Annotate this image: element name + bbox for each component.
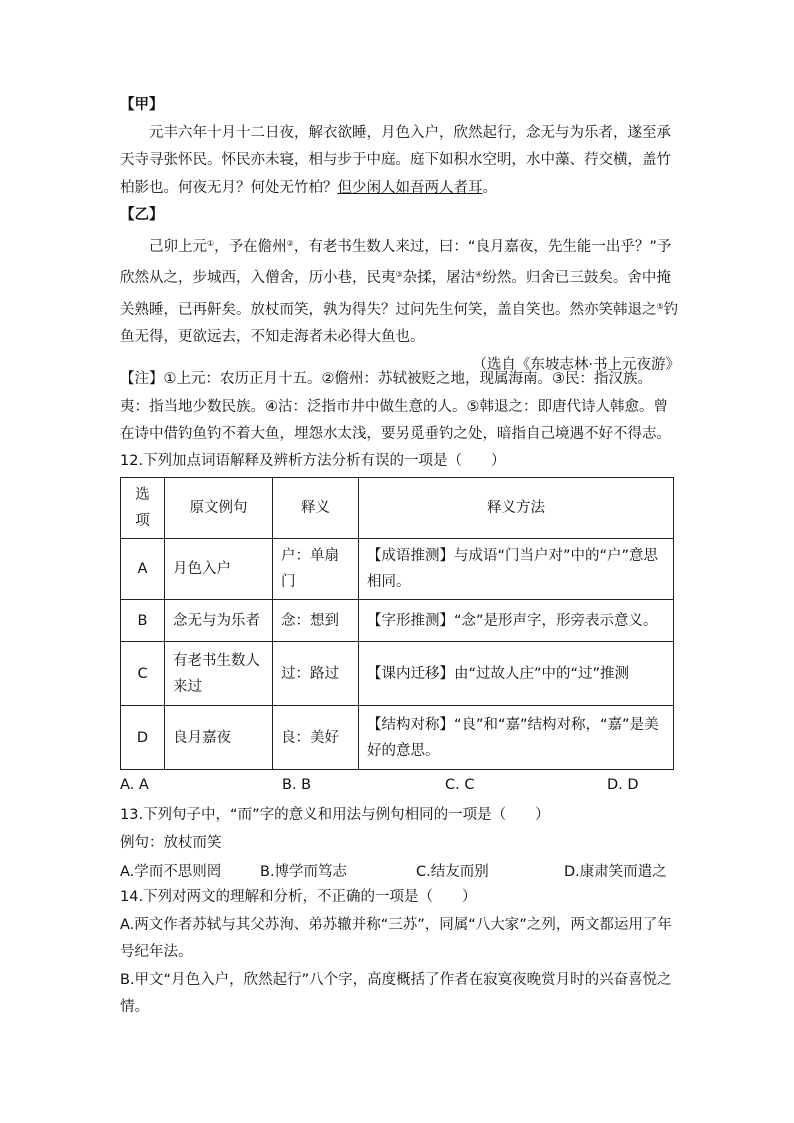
question-13-choices bbox=[120, 860, 680, 882]
row-option: D bbox=[121, 706, 165, 770]
table-row bbox=[121, 539, 674, 600]
row-sentence: 月色入户 bbox=[165, 539, 273, 600]
row-method: 【字形推测】“念”是形声字，形旁表示意义。 bbox=[359, 600, 674, 642]
question-12-table bbox=[120, 477, 674, 770]
question-14 bbox=[120, 884, 680, 1022]
note-marker-4: ④ bbox=[475, 270, 483, 279]
choice-b[interactable]: B. B bbox=[282, 777, 312, 793]
row-meaning: 过：路过 bbox=[273, 642, 359, 706]
row-sentence: 念无与为乐者 bbox=[165, 600, 273, 642]
passage-b-seg3: ，有老书生数人来过，曰：“良月嘉夜，先生能一出乎？”予欣然从之，步城西，入僧舍，历小巷，民夷 bbox=[120, 238, 672, 286]
choice-c[interactable]: C. C bbox=[445, 777, 475, 793]
notes-text: 【注】①上元：农历正月十五。②儋州：苏轼被贬之地，现属海南。③民：指汉族。夷：指当地少数民族。④沽：泛指市井中做生意的人。⑤韩退之：即唐代诗人韩愈。曾在诗中借钓鱼钓不着大鱼，埋怨水太浅，要另觅垂钓之处，暗指自己境遇不好不得志。 bbox=[120, 371, 671, 442]
passage-a-end: 。 bbox=[482, 179, 497, 196]
passage-b-seg2: ，予在儋州 bbox=[214, 238, 287, 255]
passage-a bbox=[120, 92, 680, 202]
choice-d[interactable]: D.康肃笑而遣之 bbox=[564, 864, 667, 880]
note-marker-3: ③ bbox=[395, 270, 403, 279]
row-method: 【课内迁移】由“过故人庄”中的“过”推测 bbox=[359, 642, 674, 706]
annotations bbox=[120, 366, 680, 449]
row-sentence: 有老书生数人来过 bbox=[165, 642, 273, 706]
passage-b-label: 【乙】 bbox=[120, 207, 164, 223]
row-meaning: 户：单扇门 bbox=[273, 539, 359, 600]
choice-d[interactable]: D. D bbox=[607, 777, 639, 793]
passage-b bbox=[120, 202, 680, 379]
row-meaning: 念：想到 bbox=[273, 600, 359, 642]
row-sentence: 良月嘉夜 bbox=[165, 706, 273, 770]
passage-b-seg4: 杂揉，屠沽 bbox=[402, 270, 476, 286]
question-14-option-b[interactable]: B.甲文“月色入户，欣然起行”八个字，高度概括了作者在寂寞夜晚赏月时的兴奋喜悦之情。 bbox=[120, 971, 672, 1015]
question-14-option-a[interactable]: A.两文作者苏轼与其父苏洵、弟苏辙并称“三苏”，同属“八大家”之列，两文都运用了年号纪年法。 bbox=[120, 916, 672, 960]
row-method: 【成语推测】与成语“门当户对”中的“户”意思相同。 bbox=[359, 539, 674, 600]
passage-a-label: 【甲】 bbox=[120, 97, 164, 113]
note-marker-2: ② bbox=[286, 238, 294, 248]
table-header: 释义 bbox=[273, 478, 359, 539]
question-13 bbox=[120, 802, 680, 857]
row-option: C bbox=[121, 642, 165, 706]
choice-a[interactable]: A. A bbox=[120, 777, 149, 793]
note-marker-5: ⑤ bbox=[656, 301, 664, 311]
passage-b-seg5: 纷然。归舍已三鼓矣。舍中掩关熟睡，已再鼾矣。放杖而笑，孰为得失？过问先生何笑，盖自笑也。然亦笑韩退之 bbox=[120, 270, 671, 318]
note-marker-1: ① bbox=[207, 238, 215, 248]
passage-b-seg1: 己卯上元 bbox=[149, 238, 207, 255]
question-14-stem: 14.下列对两文的理解和分析，不正确的一项是（ ） bbox=[120, 889, 477, 905]
choice-c[interactable]: C.结友而别 bbox=[416, 864, 489, 880]
table-header: 原文例句 bbox=[165, 478, 273, 539]
passage-a-body: 元丰六年十月十二日夜，解衣欲睡，月色入户，欣然起行，念无与为乐者，遂至承天寺寻张怀民。怀民亦未寝，相与步于中庭。庭下如积水空明，水中藻、荇交横，盖竹柏影也。何夜无月？何处无竹柏？ bbox=[120, 124, 671, 196]
question-12-stem-wrap bbox=[120, 448, 680, 476]
row-meaning: 良：美好 bbox=[273, 706, 359, 770]
table-header: 释义方法 bbox=[359, 478, 674, 539]
table-header-row bbox=[121, 478, 674, 539]
row-option: B bbox=[121, 600, 165, 642]
question-12-stem: 12.下列加点词语解释及辨析方法分析有误的一项是（ ） bbox=[120, 453, 506, 469]
question-12-choices bbox=[120, 777, 680, 799]
choice-b[interactable]: B.博学而笃志 bbox=[260, 864, 348, 880]
passage-a-text bbox=[120, 120, 680, 203]
table-row bbox=[121, 600, 674, 642]
table-header: 选项 bbox=[121, 478, 165, 539]
table-row bbox=[121, 642, 674, 706]
question-13-stem: 13.下列句子中，“而”字的意义和用法与例句相同的一项是（ ） bbox=[120, 807, 550, 823]
row-option: A bbox=[121, 539, 165, 600]
passage-b-source: （选自《东坡志林·书上元夜游》 bbox=[472, 356, 680, 373]
passage-b-text bbox=[120, 230, 680, 352]
question-13-example: 例句：放杖而笑 bbox=[120, 834, 222, 851]
table-row bbox=[121, 706, 674, 770]
passage-a-underlined: 但少闲人如吾两人者耳 bbox=[337, 179, 483, 196]
row-method: 【结构对称】“良”和“嘉”结构对称，“嘉”是美好的意思。 bbox=[359, 706, 674, 770]
choice-a[interactable]: A.学而不思则罔 bbox=[120, 864, 222, 880]
passage-b-seg6: 钓鱼无得，更欲远去，不知走海者未必得大鱼也。 bbox=[120, 301, 679, 345]
